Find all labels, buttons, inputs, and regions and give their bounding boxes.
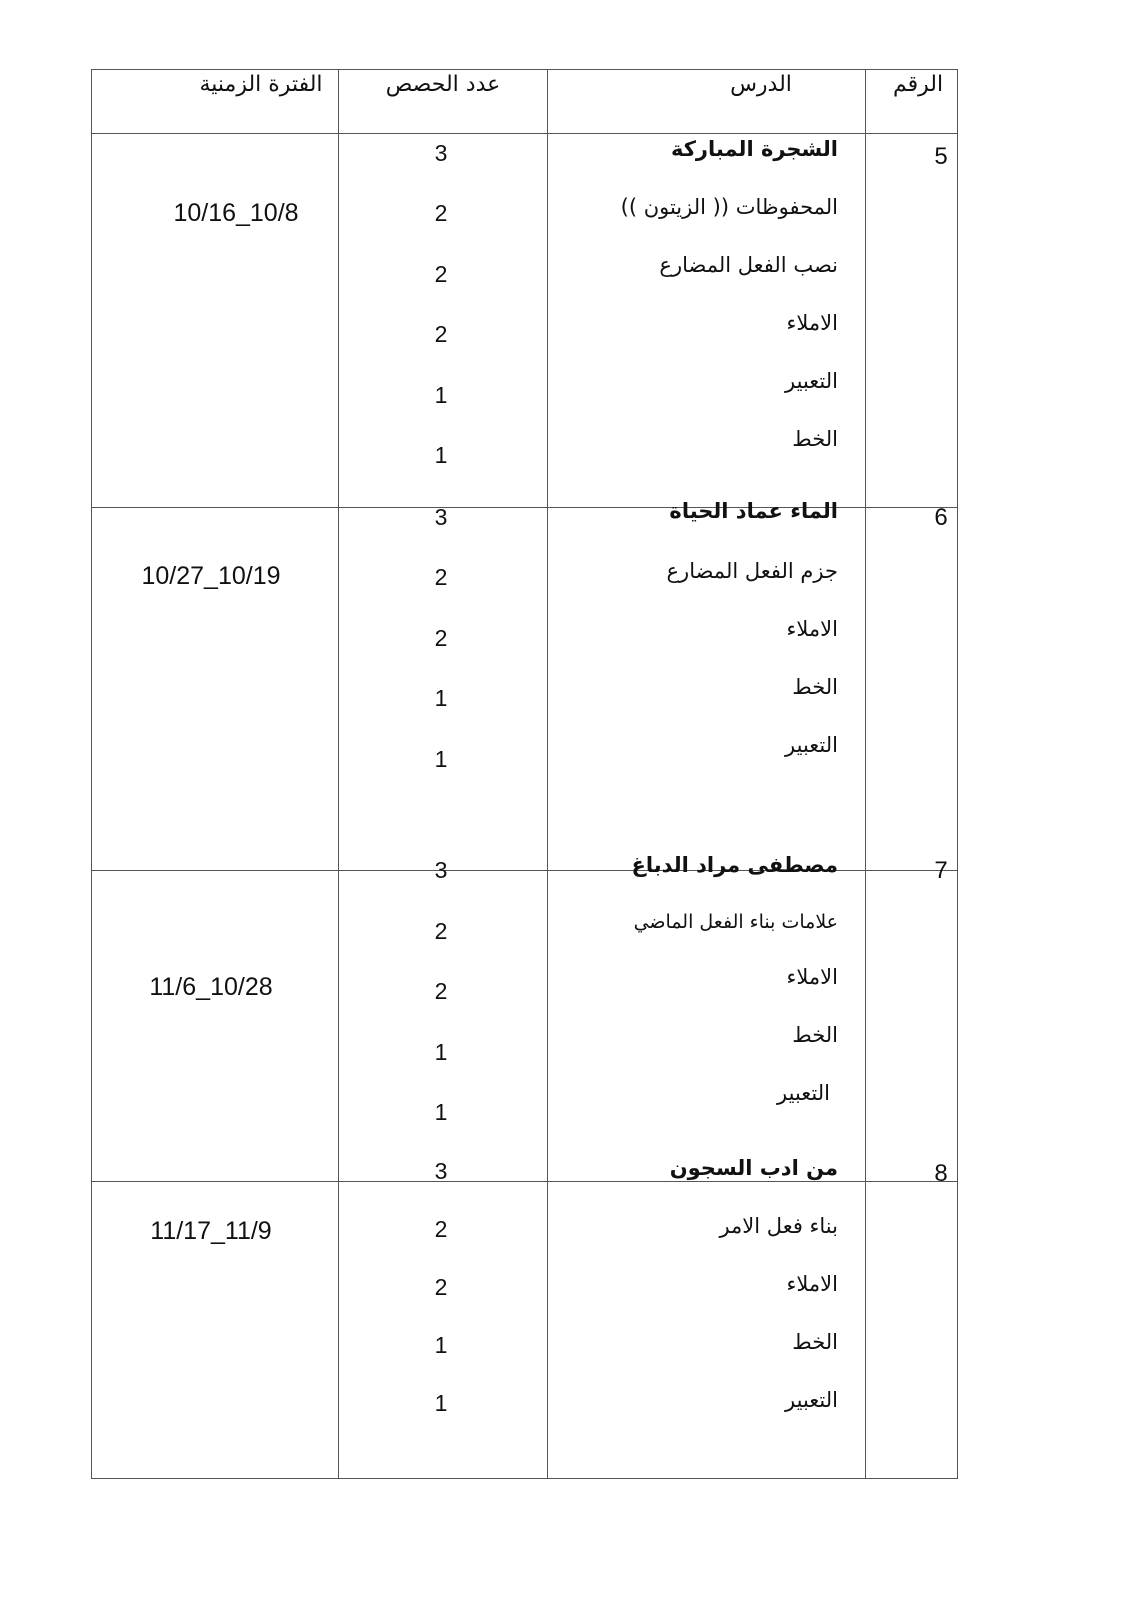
lesson-title: بناء فعل الامر (719, 1214, 838, 1238)
unit-number: 7 (934, 857, 948, 884)
column-divider (865, 69, 866, 1479)
lesson-title: الخط (792, 1023, 838, 1047)
table-border-right (957, 69, 958, 1479)
lesson-title: مصطفى مراد الدباغ (631, 853, 838, 877)
session-count: 1 (434, 442, 448, 468)
lesson-title: الاملاء (786, 965, 838, 989)
lesson-title: جزم الفعل المضارع (666, 559, 838, 583)
column-divider (547, 69, 548, 1479)
session-count: 2 (434, 1274, 448, 1300)
lesson-title: الخط (792, 427, 838, 451)
lesson-title: نصب الفعل المضارع (659, 253, 838, 277)
lesson-plan-table (91, 69, 958, 1479)
header-period: الفترة الزمنية (199, 72, 323, 97)
lesson-title: التعبير (785, 733, 838, 757)
session-count: 2 (434, 261, 448, 287)
header-lesson: الدرس (730, 72, 792, 97)
session-count: 1 (434, 746, 448, 772)
lesson-title: علامات بناء الفعل الماضي (633, 911, 838, 933)
session-count: 1 (434, 685, 448, 711)
session-count: 2 (434, 978, 448, 1004)
lesson-title: الخط (792, 1330, 838, 1354)
lesson-title: الماء عماد الحياة (669, 499, 838, 523)
unit-number: 8 (934, 1160, 948, 1187)
lesson-title: التعبير (785, 1388, 838, 1412)
lesson-title: الاملاء (786, 311, 838, 335)
unit-period: 10/27_10/19 (141, 562, 281, 590)
session-count: 3 (434, 857, 448, 883)
lesson-title: الاملاء (786, 617, 838, 641)
session-count: 3 (434, 1158, 448, 1184)
session-count: 2 (434, 200, 448, 226)
unit-number: 6 (934, 504, 948, 531)
table-border-left (91, 69, 92, 1479)
lesson-title: الاملاء (786, 1272, 838, 1296)
session-count: 2 (434, 918, 448, 944)
session-count: 2 (434, 321, 448, 347)
unit-period: 11/6_10/28 (149, 973, 273, 1001)
lesson-title: المحفوظات (( الزيتون )) (620, 195, 838, 219)
table-border-top (91, 69, 958, 70)
table-border-bottom (91, 1478, 958, 1479)
session-count: 1 (434, 1039, 448, 1065)
unit-number: 5 (934, 143, 948, 170)
session-count: 1 (434, 382, 448, 408)
session-count: 1 (434, 1332, 448, 1358)
session-count: 1 (434, 1390, 448, 1416)
unit-period: 11/17_11/9 (150, 1217, 272, 1245)
session-count: 2 (434, 1216, 448, 1242)
session-count: 3 (434, 140, 448, 166)
header-sessions: عدد الحصص (385, 72, 501, 97)
header-divider (91, 133, 958, 134)
row-divider (91, 1181, 958, 1182)
session-count: 2 (434, 625, 448, 651)
session-count: 1 (434, 1099, 448, 1125)
lesson-title: الشجرة المباركة (670, 137, 838, 161)
session-count: 3 (434, 504, 448, 530)
lesson-title: التعبير (785, 369, 838, 393)
column-divider (338, 69, 339, 1479)
lesson-title: الخط (792, 675, 838, 699)
lesson-title: التعبير (777, 1081, 830, 1105)
session-count: 2 (434, 564, 448, 590)
header-number: الرقم (892, 72, 944, 97)
lesson-title: من ادب السجون (669, 1156, 838, 1180)
unit-period: 10/16_10/8 (173, 199, 299, 227)
